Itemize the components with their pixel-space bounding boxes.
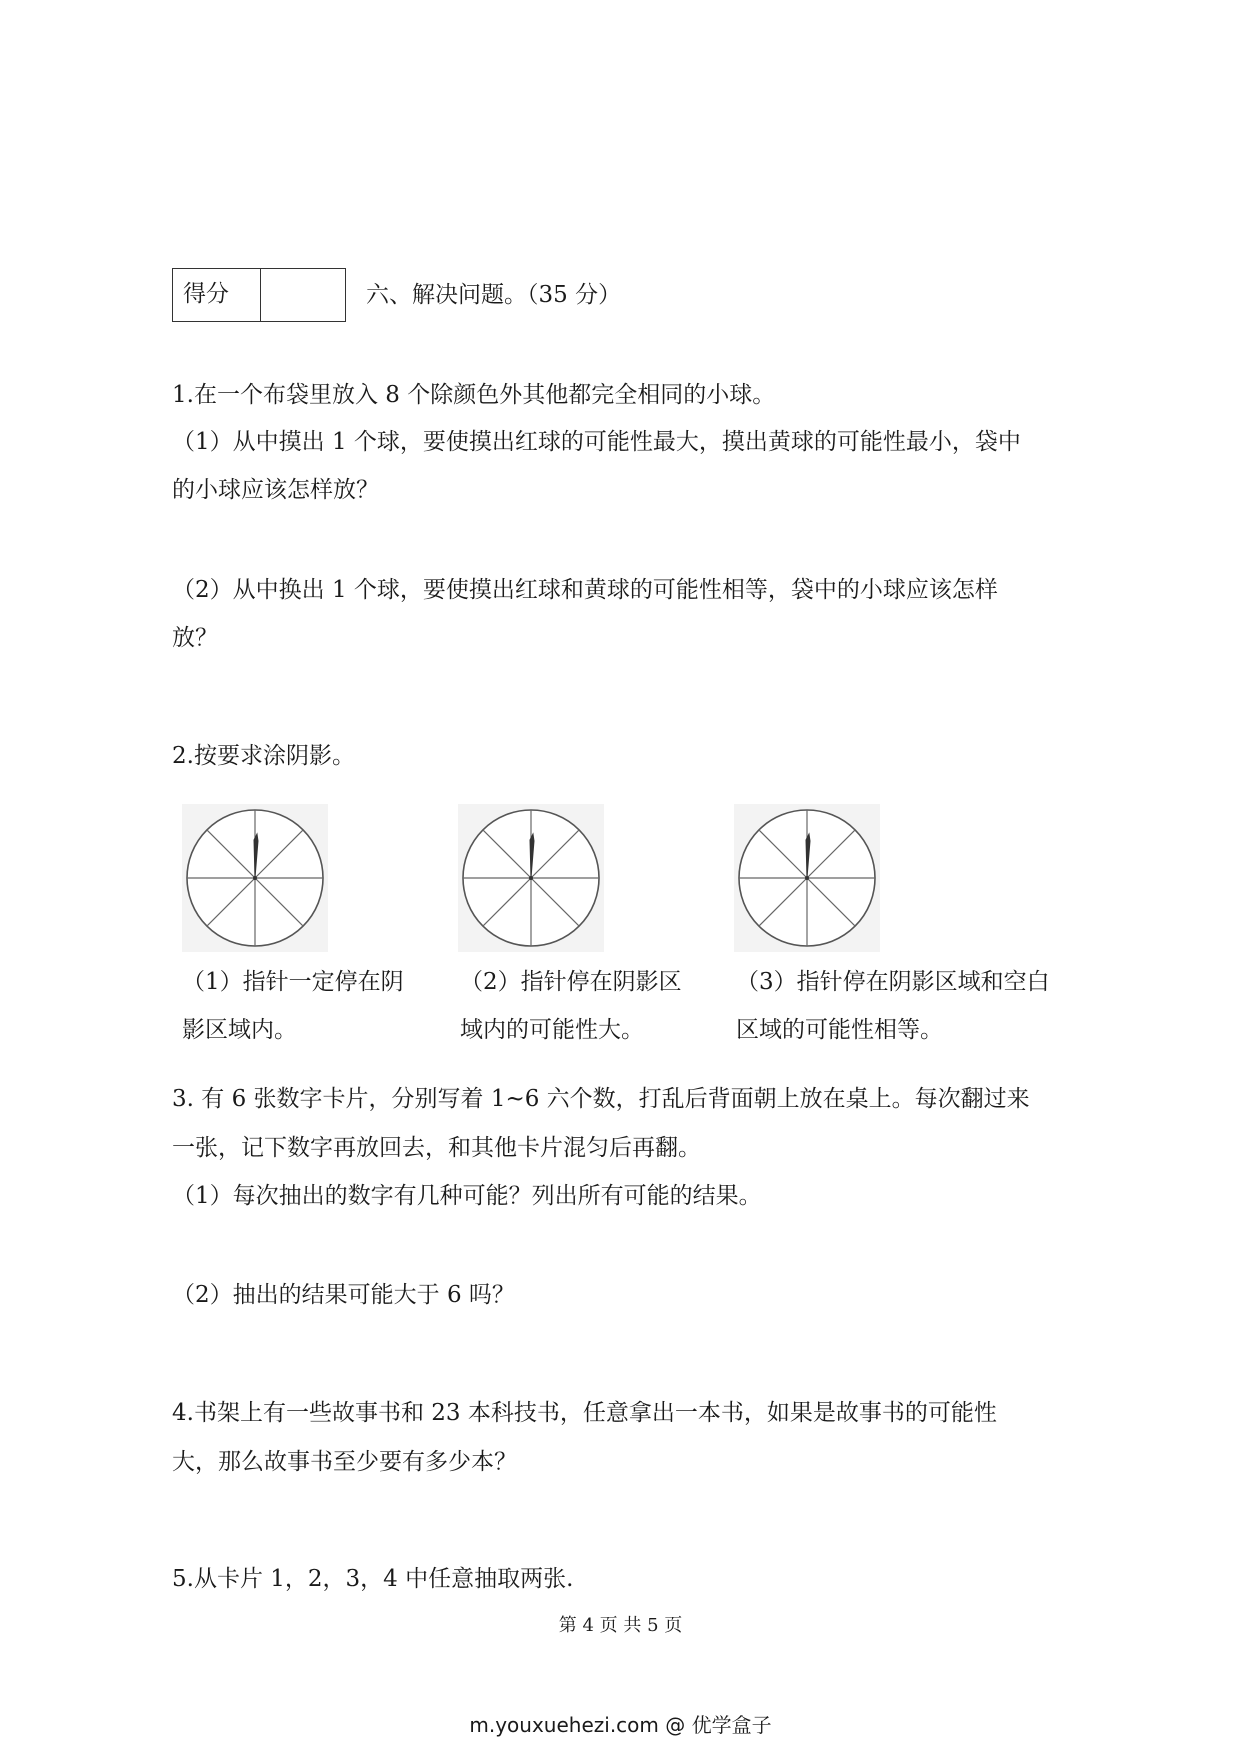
spinner-1[interactable] [182, 804, 328, 952]
q1-part1-line1: （1）从中摸出 1 个球，要使摸出红球的可能性最大，摸出黄球的可能性最小，袋中 [172, 429, 1021, 455]
page-number: 第 4 页 共 5 页 [558, 1615, 683, 1636]
spinner-3-drawing [734, 804, 880, 952]
q2-stem: 2.按要求涂阴影。 [172, 743, 355, 769]
q5-line1: 5.从卡片 1，2，3，4 中任意抽取两张. [172, 1566, 574, 1592]
spinner-3-caption-line2: 区域的可能性相等。 [736, 1017, 943, 1043]
q3-part1: （1）每次抽出的数字有几种可能？列出所有可能的结果。 [172, 1183, 762, 1209]
q4-line1: 4.书架上有一些故事书和 23 本科技书，任意拿出一本书，如果是故事书的可能性 [172, 1400, 997, 1426]
q3-part2: （2）抽出的结果可能大于 6 吗？ [172, 1282, 515, 1308]
q4-line2: 大，那么故事书至少要有多少本？ [172, 1449, 517, 1475]
score-box [172, 268, 346, 322]
spinner-hub [805, 876, 809, 880]
q1-part2-line2: 放？ [172, 625, 218, 651]
spinner-3[interactable] [734, 804, 880, 952]
spinner-3-caption-line1: （3）指针停在阴影区域和空白 [736, 969, 1050, 995]
spinner-2[interactable] [458, 804, 604, 952]
spinner-1-drawing [182, 804, 328, 952]
score-blank-cell[interactable] [261, 269, 345, 321]
q3-line2: 一张，记下数字再放回去，和其他卡片混匀后再翻。 [172, 1135, 701, 1161]
spinner-hub [529, 876, 533, 880]
spinner-2-drawing [458, 804, 604, 952]
q3-line1: 3. 有 6 张数字卡片，分别写着 1~6 六个数，打乱后背面朝上放在桌上。每次翻过来 [172, 1086, 1030, 1112]
score-label: 得分 [173, 269, 261, 321]
spinner-2-caption-line1: （2）指针停在阴影区 [460, 969, 682, 995]
spinner-2-caption-line2: 域内的可能性大。 [460, 1017, 644, 1043]
spinner-1-caption-line2: 影区域内。 [182, 1017, 297, 1043]
q1-part2-line1: （2）从中换出 1 个球，要使摸出红球和黄球的可能性相等，袋中的小球应该怎样 [172, 577, 998, 603]
spinner-hub [253, 876, 257, 880]
watermark: m.youxuehezi.com @ 优学盒子 [469, 1713, 772, 1737]
q1-stem: 1.在一个布袋里放入 8 个除颜色外其他都完全相同的小球。 [172, 382, 776, 408]
spinner-1-caption-line1: （1）指针一定停在阴 [182, 969, 404, 995]
q1-part1-line2: 的小球应该怎样放？ [172, 477, 379, 503]
section-title: 六、解决问题。（35 分） [366, 282, 622, 308]
